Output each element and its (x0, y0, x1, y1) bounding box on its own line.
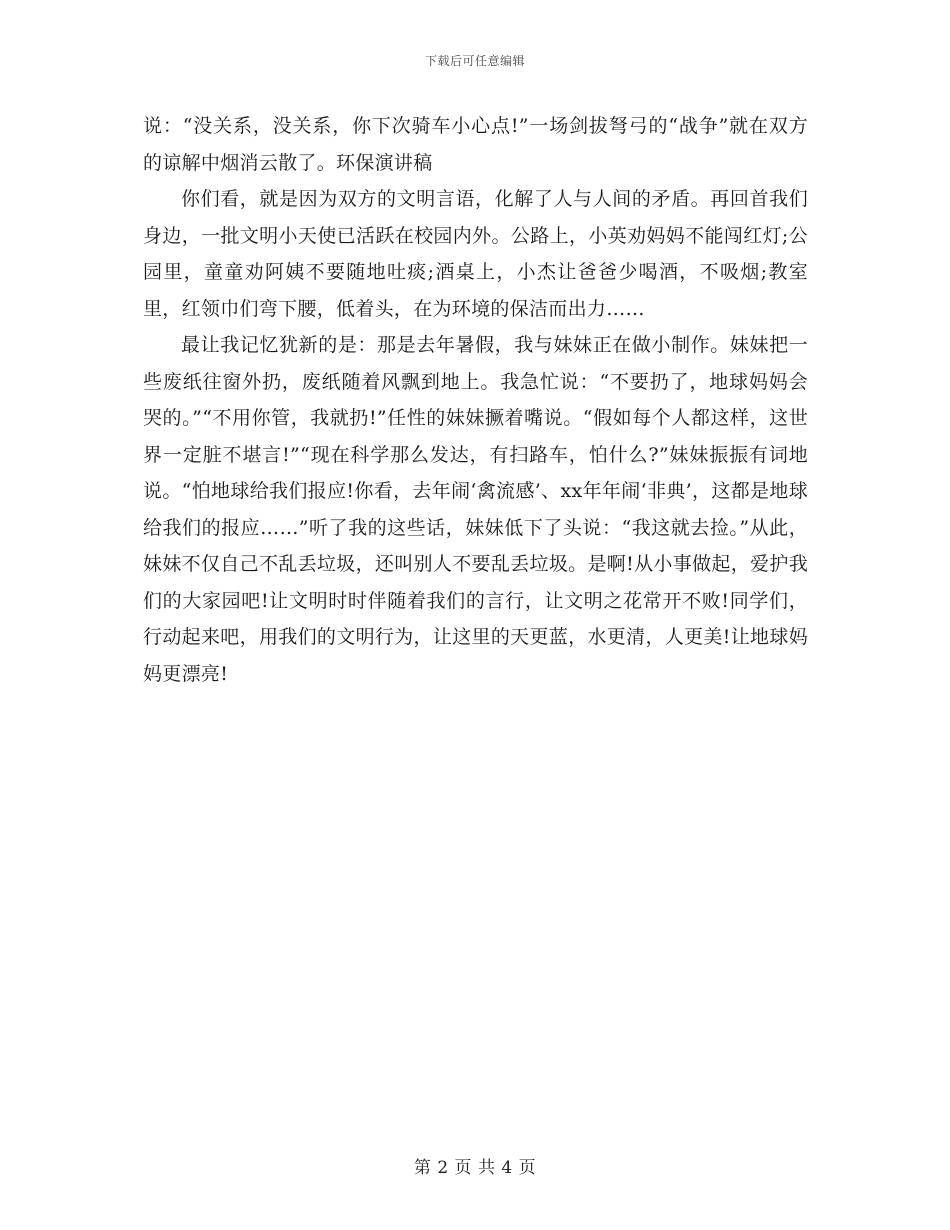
paragraph-1: 说：“没关系，没关系，你下次骑车小心点!”一场剑拔弩弓的“战争”就在双方的谅解中烟消云散了。环保演讲稿 (143, 115, 808, 174)
page-number-footer: 第 2 页 共 4 页 (413, 1158, 537, 1178)
document-body (143, 108, 808, 692)
paragraph-2: 你们看，就是因为双方的文明言语，化解了人与人间的矛盾。再回首我们身边，一批文明小天使已活跃在校园内外。公路上，小英劝妈妈不能闯红灯;公园里，童童劝阿姨不要随地吐痰;酒桌上，小杰让爸爸少喝酒，不吸烟;教室里，红领巾们弯下腰，低着头，在为环境的保洁而出力…… (143, 188, 808, 320)
paragraph-3: 最让我记忆犹新的是：那是去年暑假，我与妹妹正在做小制作。妹妹把一些废纸往窗外扔，废纸随着风飘到地上。我急忙说：“不要扔了，地球妈妈会哭的。”“不用你管，我就扔!”任性的妹妹撅着嘴说。“假如每个人都这样，这世界一定脏不堪言!”“现在科学那么发达，有扫路车，怕什么?”妹妹振振有词地说。“怕地球给我们报应!你看，去年闹‘禽流感’、xx年年闹‘非典’，这都是地球给我们的报应……”听了我的这些话，妹妹低下了头说：“我这就去捡。”从此，妹妹不仅自己不乱丢垃圾，还叫别人不要乱丢垃圾。是啊!从小事做起，爱护我们的大家园吧!让文明时时伴随着我们的言行，让文明之花常开不败!同学们，行动起来吧，用我们的文明行为，让这里的天更蓝，水更清，人更美!让地球妈妈更漂亮! (143, 334, 808, 685)
page-header: 下载后可任意编辑 (424, 54, 525, 68)
